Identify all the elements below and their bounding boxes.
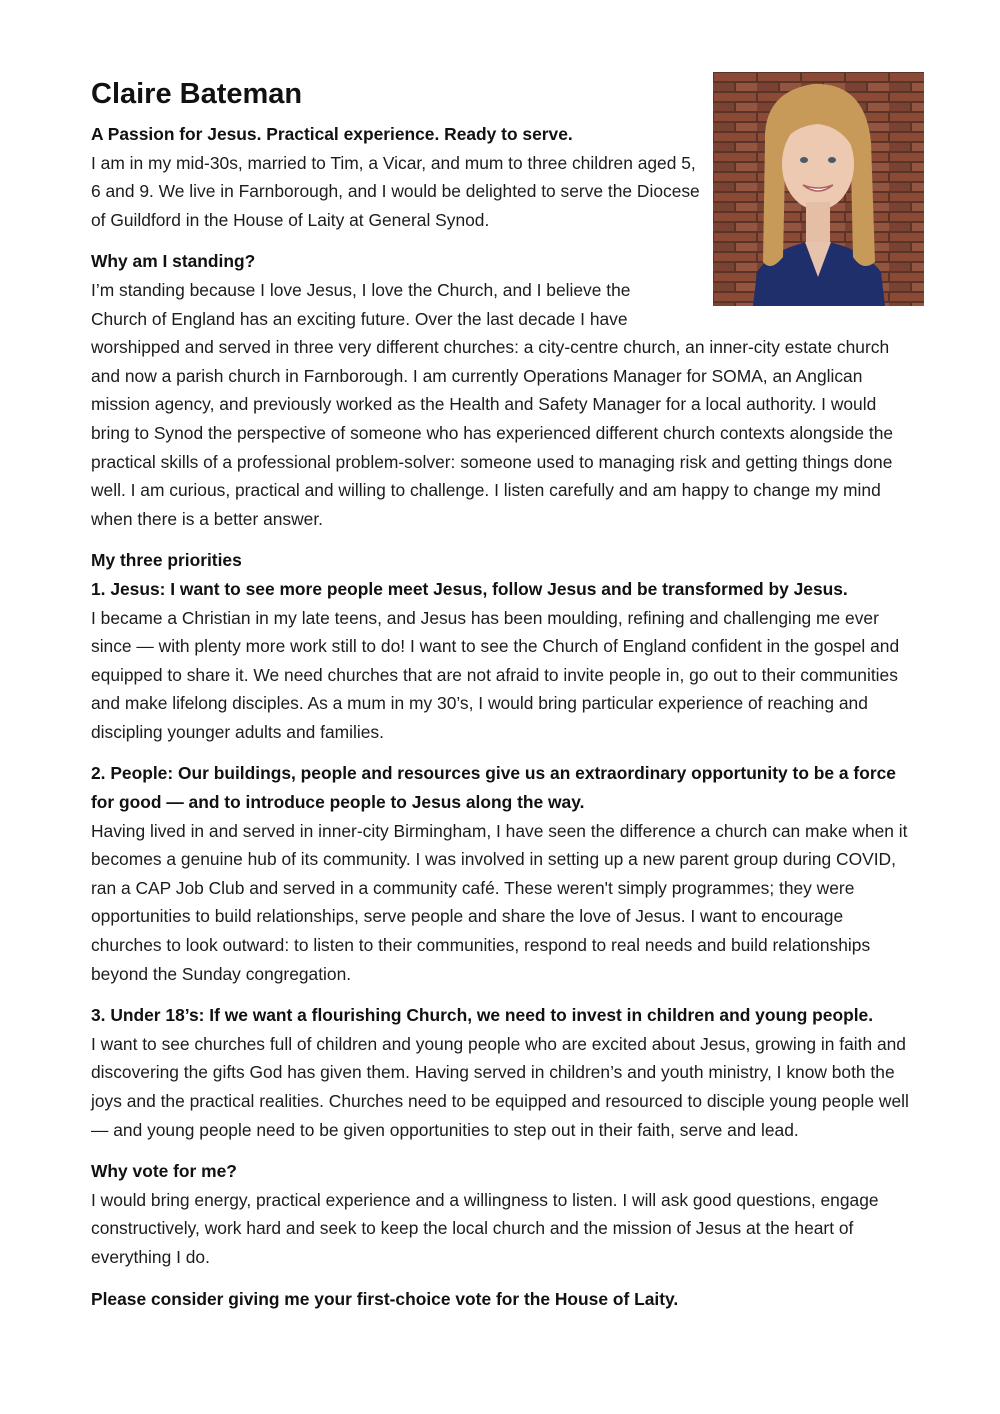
priority-1-body: I became a Christian in my late teens, and Jesus has been moulding, refining and challenging me ever since — with plenty more work still to do! I want to see the Church of England confident in the gospel and equipped to share it. We need churches that are not afraid to invite people in, go out to their communities and make lifelong disciples. As a mum in my 30’s, I would bring particular experience of reaching and discipling younger adults and families. <box>91 607 900 742</box>
closing-appeal: Please consider giving me your first-choice vote for the House of Laity. <box>91 1288 679 1309</box>
why-vote-paragraph: I would bring energy, practical experience and a willingness to listen. I will ask good questions, engage constructively, work hard and seek to keep the local church and the mission of Jesus at the heart of everything I do. <box>91 1189 879 1267</box>
intro-paragraph: I am in my mid-30s, married to Tim, a Vicar, and mum to three children aged 5, 6 and 9. We live in Farnborough, and I would be delighted to serve the Diocese of Guildford in the House of Laity at General Synod. <box>91 152 700 230</box>
priority-3-title: 3. Under 18’s: If we want a flourishing Church, we need to invest in children and young people. <box>91 1005 874 1026</box>
portrait-illustration <box>713 72 924 306</box>
priority-3-body: I want to see churches full of children and young people who are excited about Jesus, growing in faith and discovering the gifts God has given them. Having served in children’s and youth ministry, I know both the joys and the practical realities. Churches need to be equipped and resourced to disciple young people well — and young people need to be given opportunities to step out in their faith, serve and lead. <box>91 1033 909 1140</box>
priority-2-body: Having lived in and served in inner-city Birmingham, I have seen the difference a church can make when it becomes a genuine hub of its community. I was involved in setting up a new parent group during COVID, ran a CAP Job Club and served in a community café. These weren't simply programmes; they were opportunities to build relationships, serve people and share the love of Jesus. I want to encourage churches to look outward: to listen to their communities, respond to real needs and build relationships beyond the Sunday congregation. <box>91 820 908 984</box>
why-standing-heading: Why am I standing? <box>91 251 256 272</box>
priority-1-title: 1. Jesus: I want to see more people meet Jesus, follow Jesus and be transformed by Jesus. <box>91 578 848 599</box>
why-standing-paragraph-rest: worshipped and served in three very different churches: a city-centre church, an inner-city estate church and now a parish church in Farnborough. I am currently Operations Manager for SOMA, an Anglican mission agency, and previously worked as the Health and Safety Manager for a local authority. I would bring to Synod the perspective of someone who has experienced different church contexts alongside the practical skills of a professional problem-solver: someone used to managing risk and getting things done well. I am curious, practical and willing to challenge. I listen carefully and am happy to change my mind when there is a better answer. <box>91 337 894 529</box>
candidate-photo <box>713 72 924 306</box>
priority-2-title: 2. People: Our buildings, people and resources give us an extraordinary opportunity to be a force for good — and to introduce people to Jesus along the way. <box>91 763 896 813</box>
candidate-name: Claire Bateman <box>91 78 303 110</box>
tagline: A Passion for Jesus. Practical experience. Ready to serve. <box>91 124 573 144</box>
why-standing-paragraph-start: I’m standing because I love Jesus, I love the Church, and I believe the Church of England has an exciting future. Over the last decade I have <box>91 279 631 329</box>
priorities-heading: My three priorities <box>91 550 242 571</box>
why-vote-heading: Why vote for me? <box>91 1161 237 1182</box>
